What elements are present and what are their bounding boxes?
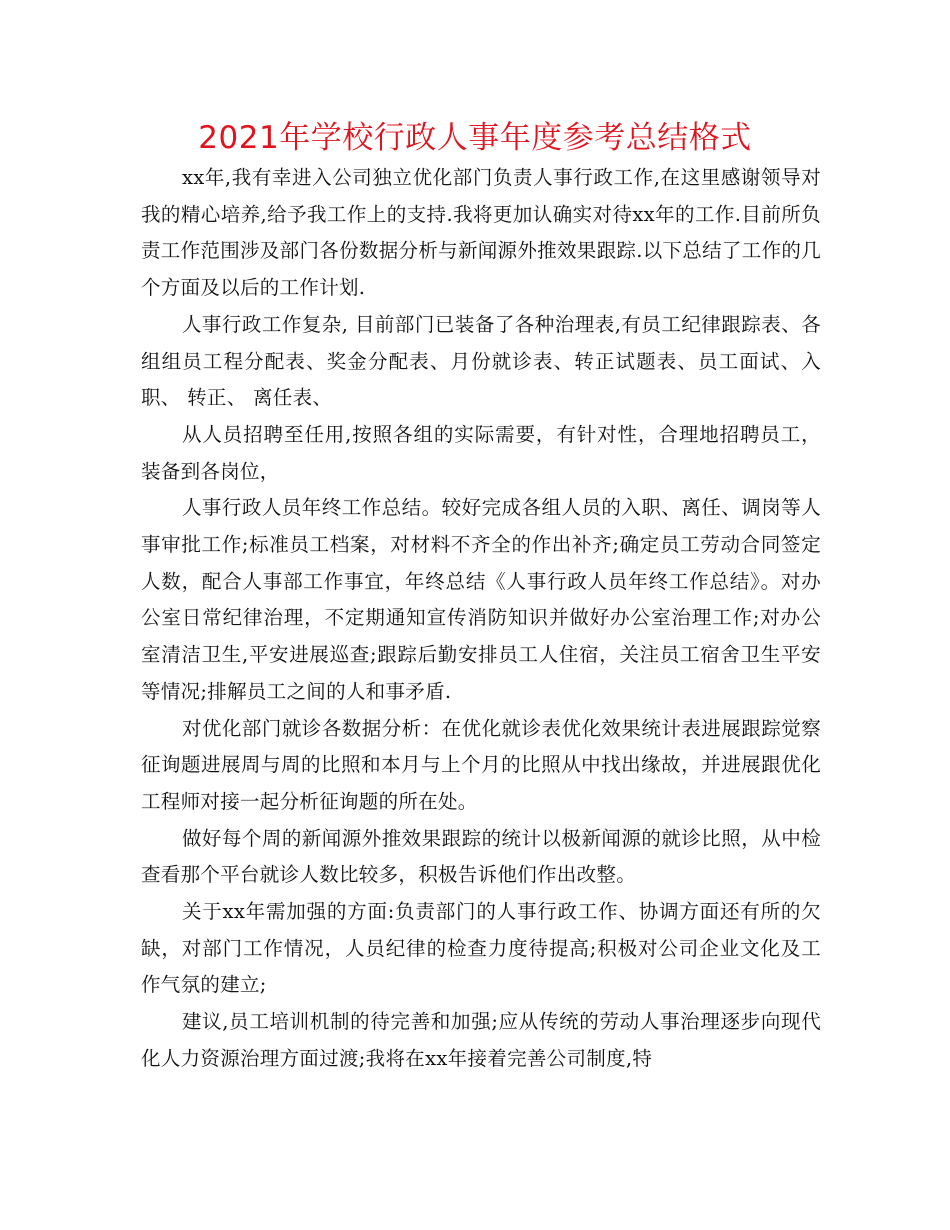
document-title: 2021年学校行政人事年度参考总结格式 bbox=[198, 120, 752, 156]
paragraph: 建议,员工培训机制的待完善和加强;应从传统的劳动人事治理逐步向现代化人力资源治理方面过渡;我将在xx年接着完善公司制度,特 bbox=[141, 1010, 821, 1070]
paragraph: xx年,我有幸进入公司独立优化部门负责人事行政工作,在这里感谢领导对我的精心培养,给予我工作上的支持.我将更加认确实对待xx年的工作.目前所负责工作范围涉及部门各份数据分析与新闻源外推效果跟踪.以下总结了工作的几个方面及以后的工作计划. bbox=[141, 166, 821, 300]
paragraph: 人事行政工作复杂, 目前部门已装备了各种治理表,有员工纪律跟踪表、各组组员工程分配表、奖金分配表、月份就诊表、转正试题表、员工面试、入职、 转正、 离任表、 bbox=[141, 312, 821, 410]
paragraph: 从人员招聘至任用,按照各组的实际需要，有针对性，合理地招聘员工，装备到各岗位， bbox=[141, 422, 821, 483]
paragraph: 对优化部门就诊各数据分析：在优化就诊表优化效果统计表进展跟踪觉察征询题进展周与周的比照和本月与上个月的比照从中找出缘故，并进展跟优化工程师对接一起分析征询题的所在处。 bbox=[141, 716, 821, 813]
paragraph: 关于xx年需加强的方面:负责部门的人事行政工作、协调方面还有所的欠缺，对部门工作情况，人员纪律的检查力度待提高;积极对公司企业文化及工作气氛的建立; bbox=[141, 900, 821, 997]
paragraph: 做好每个周的新闻源外推效果跟踪的统计以极新闻源的就诊比照，从中检查看那个平台就诊人数比较多，积极告诉他们作出改整。 bbox=[141, 826, 821, 887]
paragraph: 人事行政人员年终工作总结。较好完成各组人员的入职、离任、调岗等人事审批工作;标准员工档案，对材料不齐全的作出补齐;确定员工劳动合同签定人数，配合人事部工作事宜，年终总结《人事行政人员年终工作总结》。对办公室日常纪律治理，不定期通知宣传消防知识并做好办公室治理工作;对办公室清洁卫生,平安进展巡查;跟踪后勤安排员工人住宿，关注员工宿舍卫生平安等情况;排解员工之间的人和事矛盾. bbox=[141, 496, 821, 703]
document-body bbox=[141, 160, 821, 1078]
